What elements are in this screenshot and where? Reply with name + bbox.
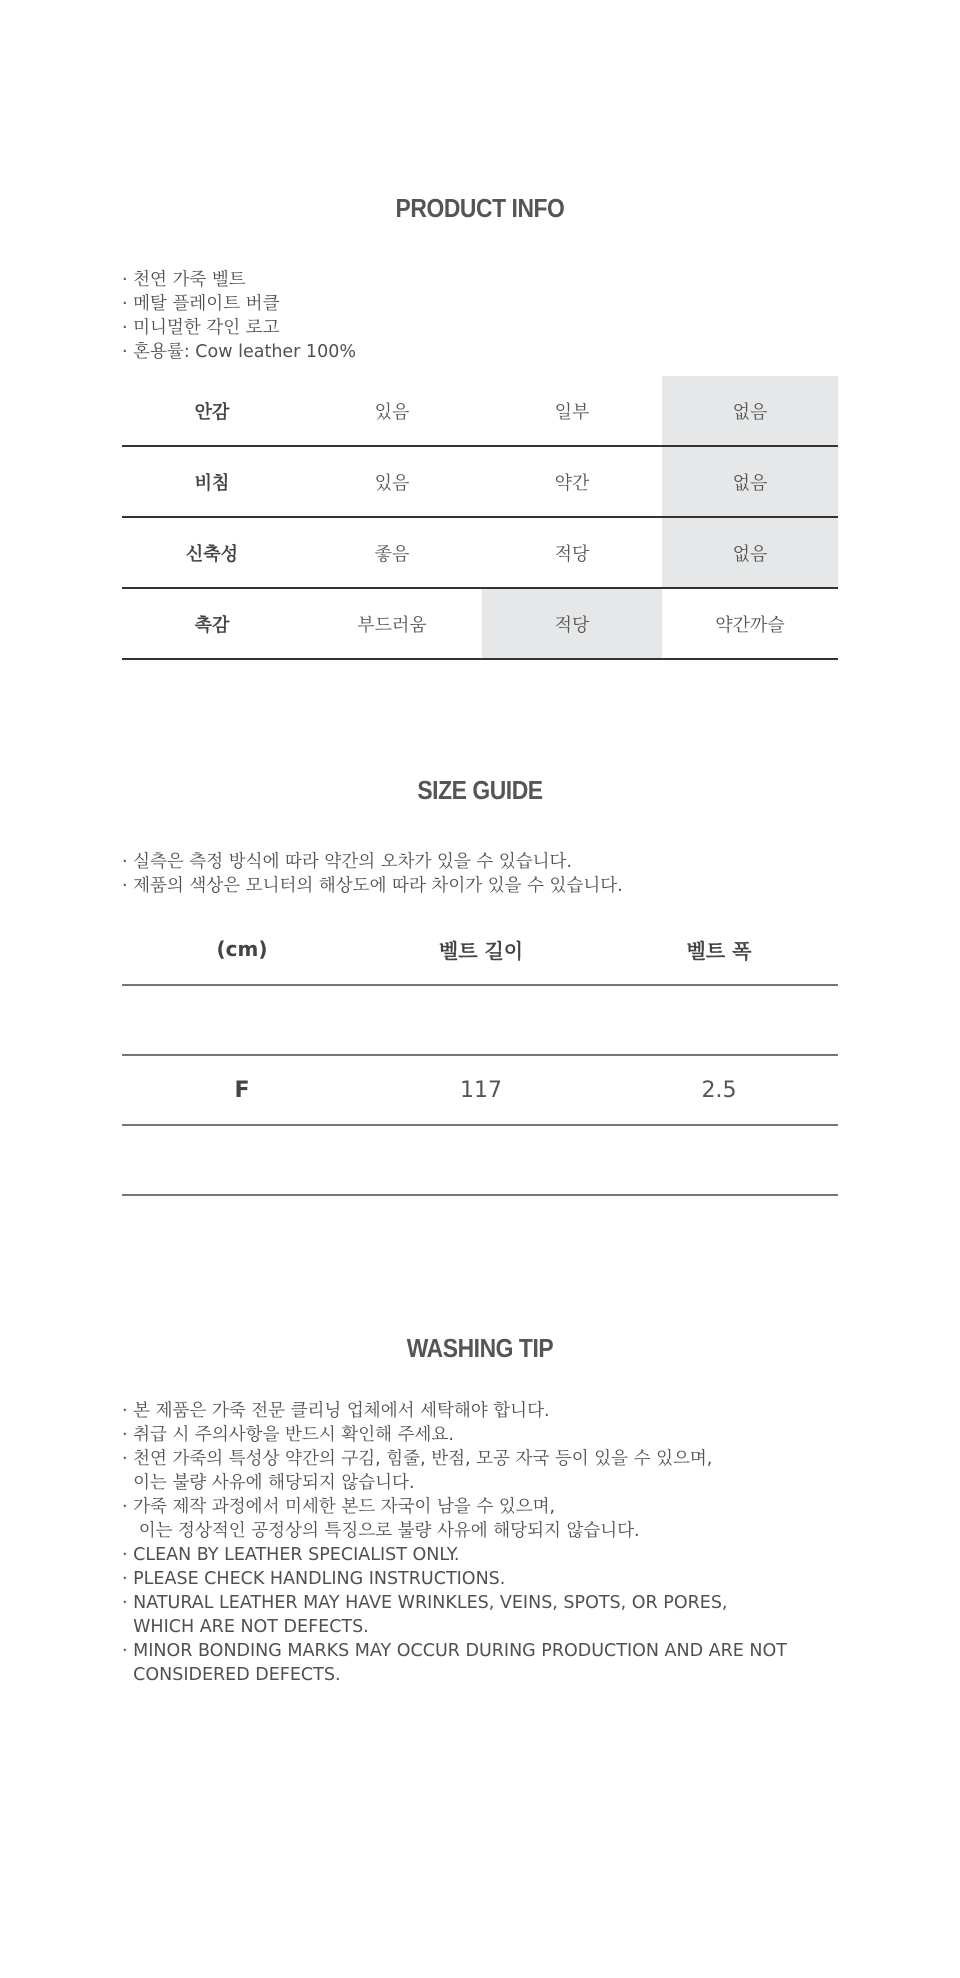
- option-cell-selected: 없음: [662, 446, 838, 517]
- table-row: [122, 376, 838, 446]
- washing-line: · CLEAN BY LEATHER SPECIALIST ONLY.: [122, 1545, 460, 1565]
- bullet-item: · 제품의 색상은 모니터의 해상도에 따라 차이가 있을 수 있습니다.: [122, 876, 623, 896]
- option-cell: 일부: [482, 376, 662, 446]
- bullet-item: · 혼용률: Cow leather 100%: [122, 342, 356, 362]
- bullet-item: · 미니멀한 각인 로고: [122, 318, 280, 338]
- option-cell: 있음: [302, 376, 482, 446]
- table-row: [122, 588, 838, 659]
- size-cell: [122, 985, 362, 1055]
- table-row: [122, 1125, 838, 1195]
- washing-line: · 가죽 제작 과정에서 미세한 본드 자국이 남을 수 있으며,: [122, 1497, 556, 1517]
- washing-line: · NATURAL LEATHER MAY HAVE WRINKLES, VEINS, SPOTS, OR PORES,: [122, 1593, 728, 1613]
- size-cell: [362, 1125, 600, 1195]
- washing-tip-lines: [122, 1399, 862, 1687]
- option-cell-selected: 적당: [482, 588, 662, 659]
- size-cell: [600, 985, 838, 1055]
- size-guide-notes: [122, 850, 862, 898]
- washing-line: 이는 정상적인 공정상의 특징으로 불량 사유에 해당되지 않습니다.: [122, 1521, 640, 1541]
- washing-line: 이는 불량 사유에 해당되지 않습니다.: [122, 1473, 415, 1493]
- option-cell-selected: 없음: [662, 517, 838, 588]
- belt-length-value: 117: [362, 1055, 600, 1125]
- washing-line: WHICH ARE NOT DEFECTS.: [122, 1617, 369, 1637]
- washing-line: · 천연 가죽의 특성상 약간의 구김, 힘줄, 반점, 모공 자국 등이 있을 수 있으며,: [122, 1449, 713, 1469]
- row-label-texture: 촉감: [122, 588, 302, 659]
- option-cell: 있음: [302, 446, 482, 517]
- table-row: [122, 1055, 838, 1125]
- size-guide-title: SIZE GUIDE: [417, 775, 543, 805]
- product-info-title: PRODUCT INFO: [395, 193, 565, 223]
- size-cell: [122, 1125, 362, 1195]
- washing-line: · 본 제품은 가죽 전문 클리닝 업체에서 세탁해야 합니다.: [122, 1401, 550, 1421]
- header-belt-length: 벨트 길이: [362, 914, 600, 985]
- washing-tip-title: WASHING TIP: [406, 1333, 554, 1363]
- table-row: [122, 985, 838, 1055]
- option-cell: 약간: [482, 446, 662, 517]
- bullet-item: · 메탈 플레이트 버클: [122, 294, 280, 314]
- washing-line: CONSIDERED DEFECTS.: [122, 1665, 341, 1685]
- product-info-bullets: [122, 268, 862, 364]
- washing-line: · MINOR BONDING MARKS MAY OCCUR DURING PRODUCTION AND ARE NOT: [122, 1641, 787, 1661]
- size-cell: [600, 1125, 838, 1195]
- header-unit: (cm): [122, 914, 362, 985]
- size-table-header: [122, 914, 838, 985]
- size-table: [122, 914, 838, 1196]
- row-label-sheerness: 비침: [122, 446, 302, 517]
- header-belt-width: 벨트 폭: [600, 914, 838, 985]
- table-row: [122, 446, 838, 517]
- option-cell: 좋음: [302, 517, 482, 588]
- option-cell: 약간까슬: [662, 588, 838, 659]
- size-cell: [362, 985, 600, 1055]
- size-label-free: F: [122, 1055, 362, 1125]
- washing-line: · PLEASE CHECK HANDLING INSTRUCTIONS.: [122, 1569, 506, 1589]
- belt-width-value: 2.5: [600, 1055, 838, 1125]
- table-row: [122, 517, 838, 588]
- option-cell-selected: 없음: [662, 376, 838, 446]
- row-label-lining: 안감: [122, 376, 302, 446]
- washing-line: · 취급 시 주의사항을 반드시 확인해 주세요.: [122, 1425, 454, 1445]
- product-attributes-table: [122, 376, 838, 660]
- option-cell: 부드러움: [302, 588, 482, 659]
- row-label-stretch: 신축성: [122, 517, 302, 588]
- bullet-item: · 실측은 측정 방식에 따라 약간의 오차가 있을 수 있습니다.: [122, 852, 573, 872]
- bullet-item: · 천연 가죽 벨트: [122, 270, 246, 290]
- option-cell: 적당: [482, 517, 662, 588]
